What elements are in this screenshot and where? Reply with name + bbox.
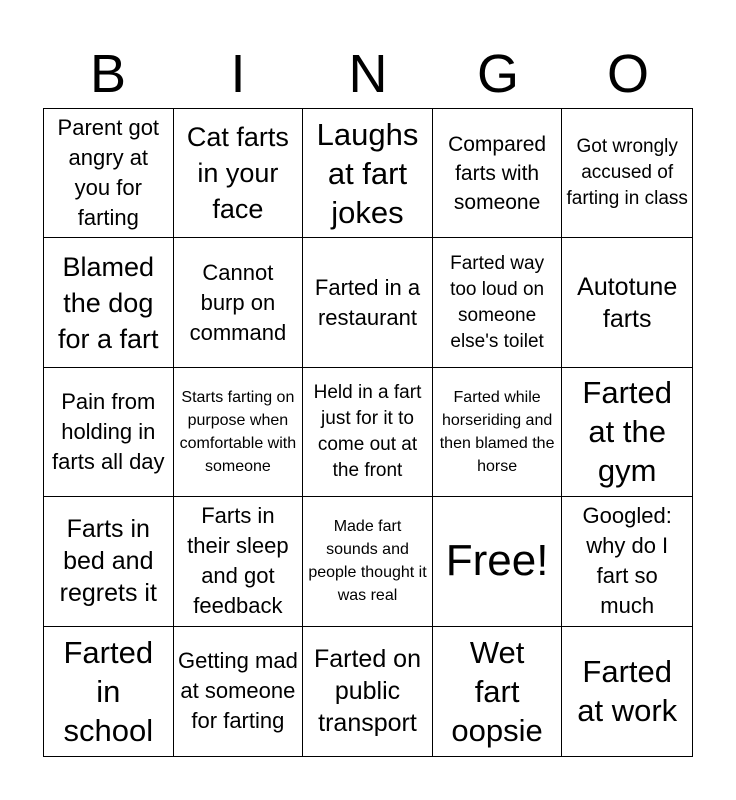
bingo-cell xyxy=(174,368,304,497)
bingo-cell-text: Wet fart oopsie xyxy=(451,634,543,748)
bingo-cell xyxy=(562,238,692,367)
bingo-cell-text: Cannot burp on command xyxy=(189,259,287,345)
header-letter-i: I xyxy=(230,44,246,104)
bingo-cell xyxy=(174,497,304,626)
bingo-cell xyxy=(303,627,433,756)
free-space xyxy=(433,497,563,626)
bingo-cell xyxy=(433,109,563,238)
bingo-cell xyxy=(433,238,563,367)
bingo-cell-text: Farts in bed and regrets it xyxy=(59,515,157,608)
bingo-cell-text: Farts in their sleep and got feedback xyxy=(187,503,289,619)
bingo-cell-text: Starts farting on purpose when comfortable with someone xyxy=(179,388,297,475)
bingo-cell xyxy=(562,627,692,756)
bingo-cell xyxy=(44,368,174,497)
bingo-cell-text: Farted in a restaurant xyxy=(314,274,421,330)
bingo-cell xyxy=(174,627,304,756)
header-letter-n: N xyxy=(348,44,388,104)
bingo-cell xyxy=(562,109,692,238)
bingo-card-grid xyxy=(43,108,693,757)
bingo-cell-text: Held in a fart just for it to come out at the front xyxy=(313,381,422,481)
bingo-cell xyxy=(303,238,433,367)
bingo-cell-text: Made fart sounds and people thought it was real xyxy=(308,518,427,605)
bingo-cell-text: Laughs at fart jokes xyxy=(316,116,419,230)
bingo-cell-text: Compared farts with someone xyxy=(448,132,547,214)
bingo-cell-text: Getting mad at someone for farting xyxy=(177,648,298,734)
bingo-cell-text: Farted way too loud on someone else's toilet xyxy=(450,252,545,352)
bingo-cell-text: Cat farts in your face xyxy=(186,122,289,225)
bingo-cell-text: Parent got angry at you for farting xyxy=(57,115,160,231)
bingo-cell xyxy=(433,627,563,756)
bingo-cell-text: Farted at work xyxy=(577,654,678,729)
header-letter-o: O xyxy=(606,44,649,104)
bingo-cell-text: Farted at the gym xyxy=(582,375,672,489)
bingo-header xyxy=(43,40,693,108)
bingo-cell-text: Blamed the dog for a fart xyxy=(58,251,159,354)
bingo-cell xyxy=(44,109,174,238)
header-letter-g: G xyxy=(476,44,519,104)
header-letter-b: B xyxy=(89,44,127,104)
bingo-cell-text: Farted in school xyxy=(63,634,154,748)
bingo-cell xyxy=(174,109,304,238)
bingo-cell xyxy=(44,497,174,626)
bingo-cell xyxy=(562,497,692,626)
bingo-cell xyxy=(303,368,433,497)
bingo-cell-text: Farted while horseriding and then blamed the horse xyxy=(439,388,555,475)
bingo-cell-text: Farted on public transport xyxy=(313,645,421,738)
bingo-cell xyxy=(433,368,563,497)
bingo-cell-text: Got wrongly accused of farting in class xyxy=(566,136,688,210)
bingo-cell xyxy=(44,627,174,756)
bingo-cell xyxy=(562,368,692,497)
free-space-text: Free! xyxy=(445,536,549,586)
bingo-cell xyxy=(303,497,433,626)
bingo-cell xyxy=(303,109,433,238)
bingo-cell-text: Googled: why do I fart so much xyxy=(582,503,672,619)
bingo-cell xyxy=(174,238,304,367)
bingo-cell xyxy=(44,238,174,367)
bingo-cell-text: Autotune farts xyxy=(577,272,678,333)
bingo-cell-text: Pain from holding in farts all day xyxy=(52,388,165,474)
